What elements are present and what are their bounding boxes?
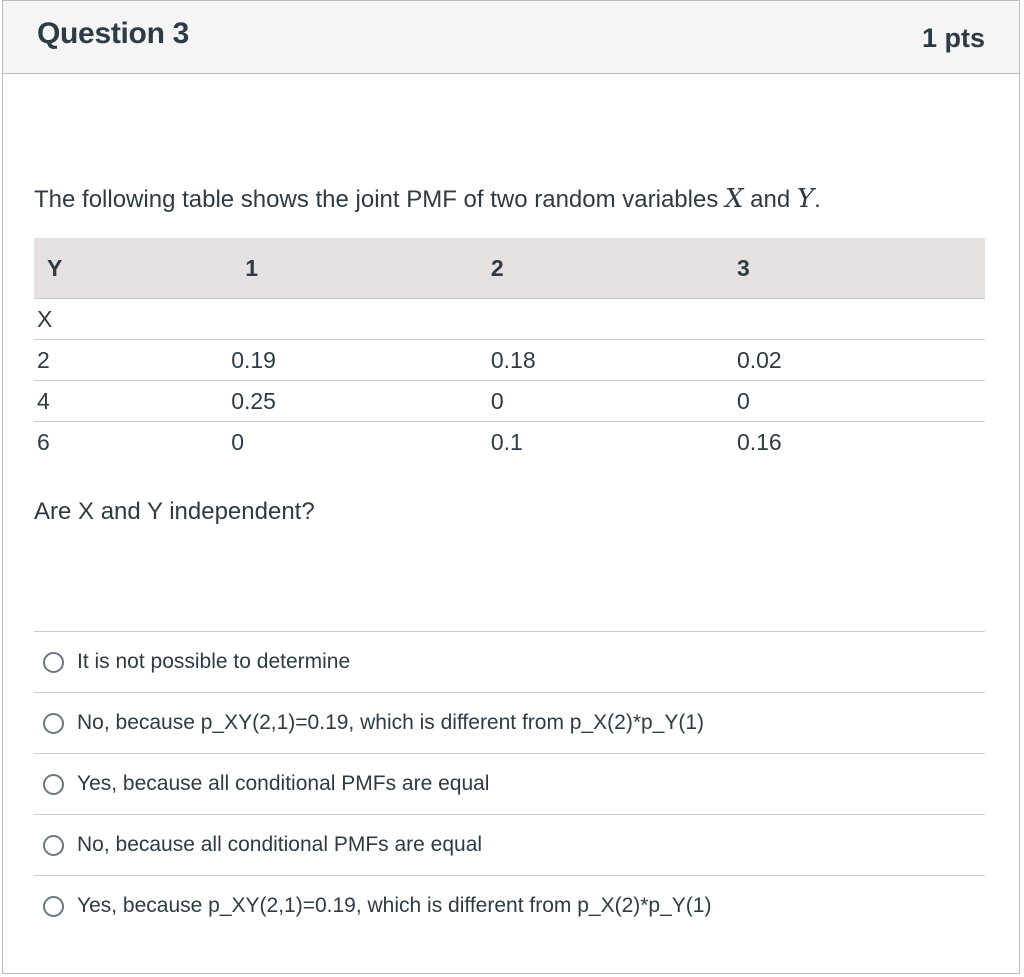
answer-label: No, because p_XY(2,1)=0.19, which is different from p_X(2)*p_Y(1)	[77, 711, 705, 734]
answer-label: Yes, because all conditional PMFs are equal	[77, 772, 490, 795]
answer-option[interactable]	[34, 875, 985, 936]
table-cell: 0	[231, 422, 491, 463]
radio-button[interactable]	[43, 835, 64, 856]
prompt-text: The following table shows the joint PMF of two random variables	[34, 186, 725, 213]
table-cell: 0.02	[737, 340, 985, 381]
question-points: 1 pts	[921, 23, 985, 53]
table-cell: 0	[737, 381, 985, 422]
table-cell	[231, 299, 491, 340]
table-header-cell: 1	[231, 238, 491, 299]
radio-button[interactable]	[43, 713, 64, 734]
table-cell: 0.18	[491, 340, 737, 381]
answer-label: It is not possible to determine	[77, 650, 351, 673]
table-row	[34, 299, 985, 340]
table-cell: 0.25	[231, 381, 491, 422]
table-row	[34, 381, 985, 422]
table-cell: 0.16	[737, 422, 985, 463]
answer-option[interactable]	[34, 753, 985, 814]
table-cell: 0.19	[231, 340, 491, 381]
answer-list	[34, 631, 985, 936]
prompt-period: .	[814, 186, 821, 213]
table-cell: 2	[34, 340, 231, 381]
table-cell	[737, 299, 985, 340]
table-row	[34, 340, 985, 381]
table-header-cell: Y	[34, 238, 231, 299]
joint-pmf-table	[34, 238, 985, 462]
answer-option[interactable]	[34, 692, 985, 753]
question-prompt	[34, 184, 821, 214]
table-cell: 0.1	[491, 422, 737, 463]
table-cell: 0	[491, 381, 737, 422]
answer-label: Yes, because p_XY(2,1)=0.19, which is different from p_X(2)*p_Y(1)	[77, 894, 712, 917]
table-cell: 4	[34, 381, 231, 422]
question-header	[3, 1, 1019, 74]
math-var-x: X	[725, 184, 744, 214]
answer-option[interactable]	[34, 631, 985, 692]
answer-label: No, because all conditional PMFs are equal	[77, 833, 483, 856]
radio-button[interactable]	[43, 896, 64, 917]
table-cell	[491, 299, 737, 340]
question-title: Question 3	[37, 17, 190, 50]
table-header-cell: 2	[491, 238, 737, 299]
math-var-y: Y	[796, 184, 815, 214]
table-row	[34, 422, 985, 463]
prompt-and: and	[743, 186, 797, 213]
table-header-cell: 3	[737, 238, 985, 299]
answer-option[interactable]	[34, 814, 985, 875]
table-cell: 6	[34, 422, 231, 463]
question-text: Are X and Y independent?	[34, 498, 315, 525]
table-cell: X	[34, 299, 231, 340]
radio-button[interactable]	[43, 652, 64, 673]
table-header-row	[34, 238, 985, 299]
radio-button[interactable]	[43, 774, 64, 795]
